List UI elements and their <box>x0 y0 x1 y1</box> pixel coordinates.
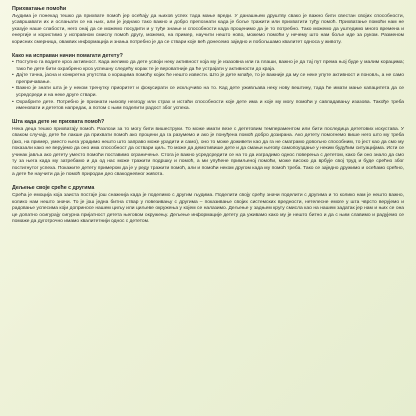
section-heading: Дељење своје среће с другима <box>12 185 95 192</box>
section-how-to-help-child <box>12 53 404 113</box>
bullet-item: • Важно је знати шта је у неком тренутку приоритет и фокусирати се искључиво на то. Кад дете уживљава неку нову вештину, тада ће имати мање капацитета да се усредсреди и на неке друге ствари. <box>12 86 404 99</box>
section-heading: Шта када дете не прихвата помоћ? <box>12 119 105 126</box>
section-paragraph: Срећа је емоција која заиста постаје још снажнија када је поделимо с другим људима. Поделити своју срећу значи поделити с другима и то колико нам је нешто важно, колико нам нешто значи. То је још једна битна ствар у повезивању с другима – показивање својих системских вредности, нетелесне емоге у шта чврсто верујемо и радовање успесима који доприносе нашем циљу или циљеве окружења у којем се налазимо. Дељење у задњем кругу смисла као на нашем задатак јер нам и њих се она це допатно осигурају сигурна пријатност детета његовом окружењу. Дељење информације детету да уживамо како му је нешто битно и да с њим славимо и радујемо се помаже да дуготрочно имамо квалитетнији однос с дететом. <box>12 192 404 225</box>
bullet-item: • Дајте тачна, јасна и конкретна упутства о корацима помоћу којих ће нешто извести. Што је дете млађе, то је важније да му се неке упуте активност и поновљ, а не само препричавање. <box>12 73 404 86</box>
section-child-refuses-help <box>12 119 404 179</box>
bullet-item: • Поступно га водите кроз активност. Када желимо да дете усвоји неку активност која му је изазовна или га плаши, важно је да тај пут према њој буде у малим корацима; тако ће дете бити охрабрено кроз успешну следећу корак те је вероватније да ће устрајати у активности до краја. <box>12 60 404 73</box>
section-heading: Прихватање помоћи <box>12 6 67 12</box>
bullet-list <box>12 60 404 112</box>
section-accepting-help <box>12 6 404 46</box>
section-paragraph: Нека деца тешко прихватају помоћ. Разлози за то могу бити вишеструки. То може имати везе с дететовим темпераментом или бити последица дететових искустава. У сваком случају, дете ће лакше да прихвати помоћ ако процени да га разумемо и ако је понуђена помоћ добро дозирана. Ако детету помогнемо више него што му треба (ако, на пример, уместо њега урадимо нешто што заправо може урадити и само), оно то може доживети као да га не сматрамо довољно способним, то јест као да смо му показали како не верујемо да оно има способност да оствари циљ. То може да демотивише дете и да смањи његову самопоуздање у неким будућим ситуацијама. Исти се учинак јавља ако детету уместо помоћи поставимо ограничење. Стога је важно усредсредити се на то да изградимо однос поверења с дететом, како би оно знало да смо ту за њега када му затребамо и да од нас може тражити подршку и помоћ, а ми упућене примљеној помоћи, може високо да врбује свој труд и буде срећно због постигнутог успеха. Покажите детету примером да је у реду тражити помоћ, али и помоћи неком другом када му помоћ треба. Тако се заједно дружимо и осећамо срећно, а дете ће научити да је помоћ природан део свакодневног живота. <box>12 126 404 178</box>
section-heading: Како на исправан начин помагати детету? <box>12 52 123 59</box>
section-sharing-happiness <box>12 185 404 225</box>
section-paragraph: Људима је понекад тешко да прихвате помоћ јер осећају да њихов успех тада мање вреди. У данашњем друштву свако је важно бити свестан својих способности, усавршавати их и ослањати се на њих, али је једнако тако важно и добро препознати када је боље тражити или прихватити туђу помоћ. Прихватање помоћи нам не указује наше слабости, него онај да се можемо посудити и у туђе знање и способности када проценимо да је то потребно. Тако можемо да уштедимо много времена и енергије и користимо у исправном смислу помоћ другу, можемо, на пример, научити нешто ново, можемо помоћи у нечему што нам боље иде за руком. Разменом корисних смерница, оваквих информација и знања потребно је да се ствари које већ донесемо заједно и побољшамо квалитет односа у животу. <box>12 13 404 45</box>
bullet-item: • Охрабрите дете. Потребно је признати њихову незгоду или страх и истаћи способности које дете има и које му могу помоћи у савладавању изазова. Такође треба именовати и дететов напредак, а потом с њим поделити радост због успеха. <box>12 100 404 113</box>
